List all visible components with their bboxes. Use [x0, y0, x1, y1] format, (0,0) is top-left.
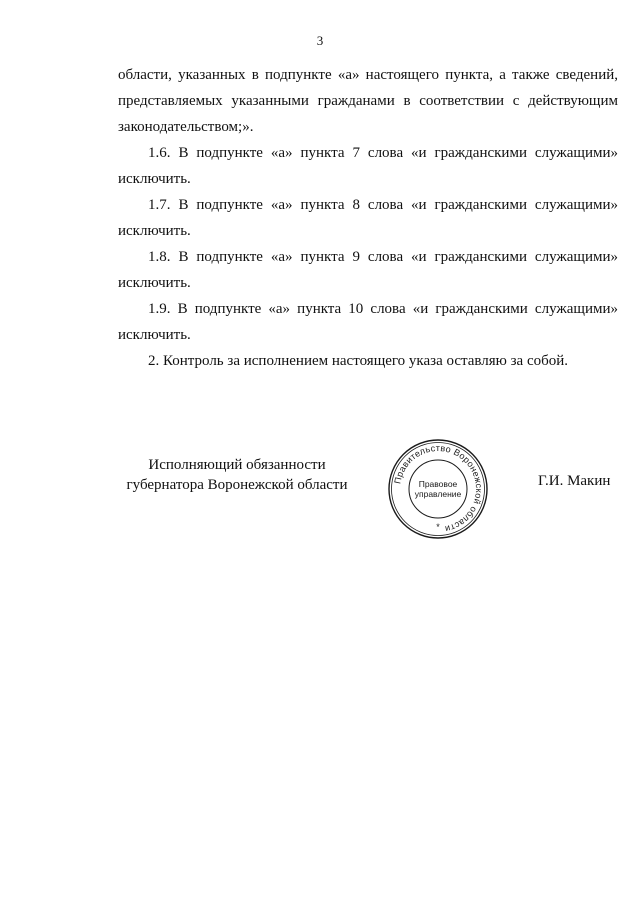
stamp-outer-text: Правительство Воронежской области [392, 442, 485, 535]
page-number: 3 [316, 33, 324, 48]
official-stamp-icon [387, 438, 489, 540]
signature-block [0, 442, 640, 545]
signatory-position [112, 455, 362, 495]
stamp-inner-line: управление [414, 489, 462, 499]
signatory-position-line: губернатора Воронежской области [126, 477, 348, 493]
paragraph: области, указанных в подпункте «а» настоящего пункта, а также сведений, представляемых указанными гражданами в соответствии с действующим законодательством;». [118, 67, 618, 135]
stamp-star-icon: * [436, 522, 440, 532]
signatory-name: Г.И. Макин [538, 473, 611, 489]
document-body [118, 62, 618, 374]
paragraph: 2. Контроль за исполнением настоящего указа оставляю за собой. [148, 353, 569, 369]
paragraph: 1.9. В подпункте «а» пункта 10 слова «и гражданскими служащими» исключить. [118, 301, 618, 343]
signatory-position-line: Исполняющий обязанности [148, 457, 326, 473]
paragraph: 1.8. В подпункте «а» пункта 9 слова «и гражданскими служащими» исключить. [118, 249, 618, 291]
paragraph: 1.7. В подпункте «а» пункта 8 слова «и гражданскими служащими» исключить. [118, 197, 618, 239]
paragraph: 1.6. В подпункте «а» пункта 7 слова «и гражданскими служащими» исключить. [118, 145, 618, 187]
stamp-inner-line: Правовое [418, 479, 458, 489]
